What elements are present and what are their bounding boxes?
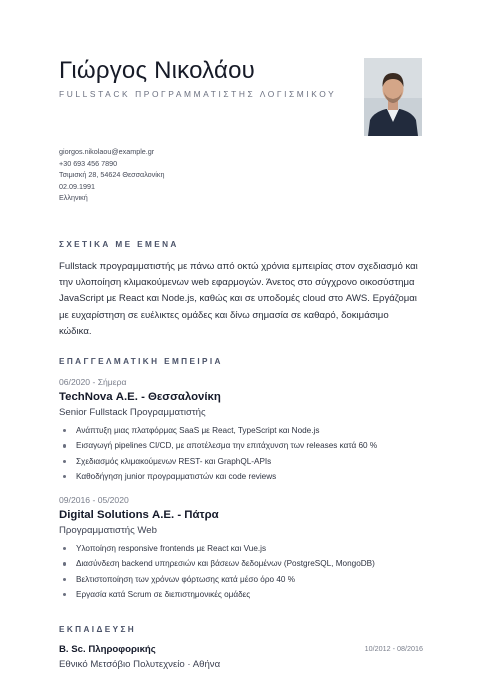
- candidate-name: Γιώργος Νικολάου: [59, 57, 255, 84]
- experience-heading: ΕΠΑΓΓΕΛΜΑΤΙΚΗ ΕΜΠΕΙΡΙΑ: [59, 357, 223, 366]
- job-entry: [59, 495, 421, 604]
- about-text: Fullstack προγραμματιστής με πάνω από οκτώ χρόνια εμπειρίας στον σχεδιασμό και την υλοποίηση κλιμακούμενων web εφαρμογών. Άνετος στο σύγχρονο οικοσύστημα JavaScript με React και Node.js, καθώς και σε υποδομές cloud στο AWS. Εργάζομαι με ευχαρίστηση σε ευέλικτες ομάδες και δίνω σημασία σε καθαρό, δοκιμάσιμο κώδικα.: [59, 261, 418, 337]
- job-entry: [59, 377, 421, 486]
- bullet-item: Υλοποίηση responsive frontends με React και Vue.js: [59, 543, 421, 558]
- contact-phone: +30 693 456 7890: [59, 158, 118, 168]
- job-role: Προγραμματιστής Web: [59, 525, 157, 536]
- bullet-item: Διασύνδεση backend υπηρεσιών και βάσεων δεδομένων (PostgreSQL, MongoDB): [59, 558, 421, 573]
- job-company: TechNova Α.Ε. - Θεσσαλονίκη: [59, 391, 221, 403]
- profile-photo: [364, 58, 422, 136]
- contact-nationality: Ελληνική: [59, 193, 88, 203]
- job-bullets: [59, 543, 421, 604]
- bullet-item: Σχεδιασμός κλιμακούμενων REST- και GraphQL-APIs: [59, 456, 421, 471]
- education-dates: 10/2012 - 08/2016: [364, 644, 423, 653]
- contact-block: [59, 146, 164, 204]
- job-title: FULLSTACK ΠΡΟΓΡΑΜΜΑΤΙΣΤΗΣ ΛΟΓΙΣΜΙΚΟΥ: [59, 89, 337, 99]
- job-bullets: [59, 425, 421, 486]
- job-company: Digital Solutions Α.Ε. - Πάτρα: [59, 509, 219, 521]
- bullet-item: Βελτιστοποίηση των χρόνων φόρτωσης κατά μέσο όρο 40 %: [59, 574, 421, 589]
- contact-birthdate: 02.09.1991: [59, 181, 95, 191]
- job-dates: 09/2016 - 05/2020: [59, 495, 129, 505]
- job-dates: 06/2020 - Σήμερα: [59, 377, 127, 387]
- education-heading: ΕΚΠΑΙΔΕΥΣΗ: [59, 625, 137, 634]
- bullet-item: Εισαγωγή pipelines CI/CD, με αποτέλεσμα την επιτάχυνση των releases κατά 60 %: [59, 440, 421, 455]
- education-entry: [59, 644, 423, 670]
- bullet-item: Ανάπτυξη μιας πλατφόρμας SaaS με React, TypeScript και Node.js: [59, 425, 421, 440]
- contact-address: Τσιμισκή 28, 54624 Θεσσαλονίκη: [59, 170, 165, 180]
- bullet-item: Εργασία κατά Scrum σε διεπιστημονικές ομάδες: [59, 589, 421, 604]
- education-school: Εθνικό Μετσόβιο Πολυτεχνείο · Αθήνα: [59, 659, 221, 670]
- bullet-item: Καθοδήγηση junior προγραμματιστών και code reviews: [59, 471, 421, 486]
- about-heading: ΣΧΕΤΙΚΑ ΜΕ ΕΜΕΝΑ: [59, 240, 179, 249]
- contact-email: giorgos.nikolaou@example.gr: [59, 147, 155, 156]
- portrait-icon: [364, 58, 422, 136]
- job-role: Senior Fullstack Προγραμματιστής: [59, 407, 206, 418]
- education-degree: B. Sc. Πληροφορικής: [59, 644, 156, 655]
